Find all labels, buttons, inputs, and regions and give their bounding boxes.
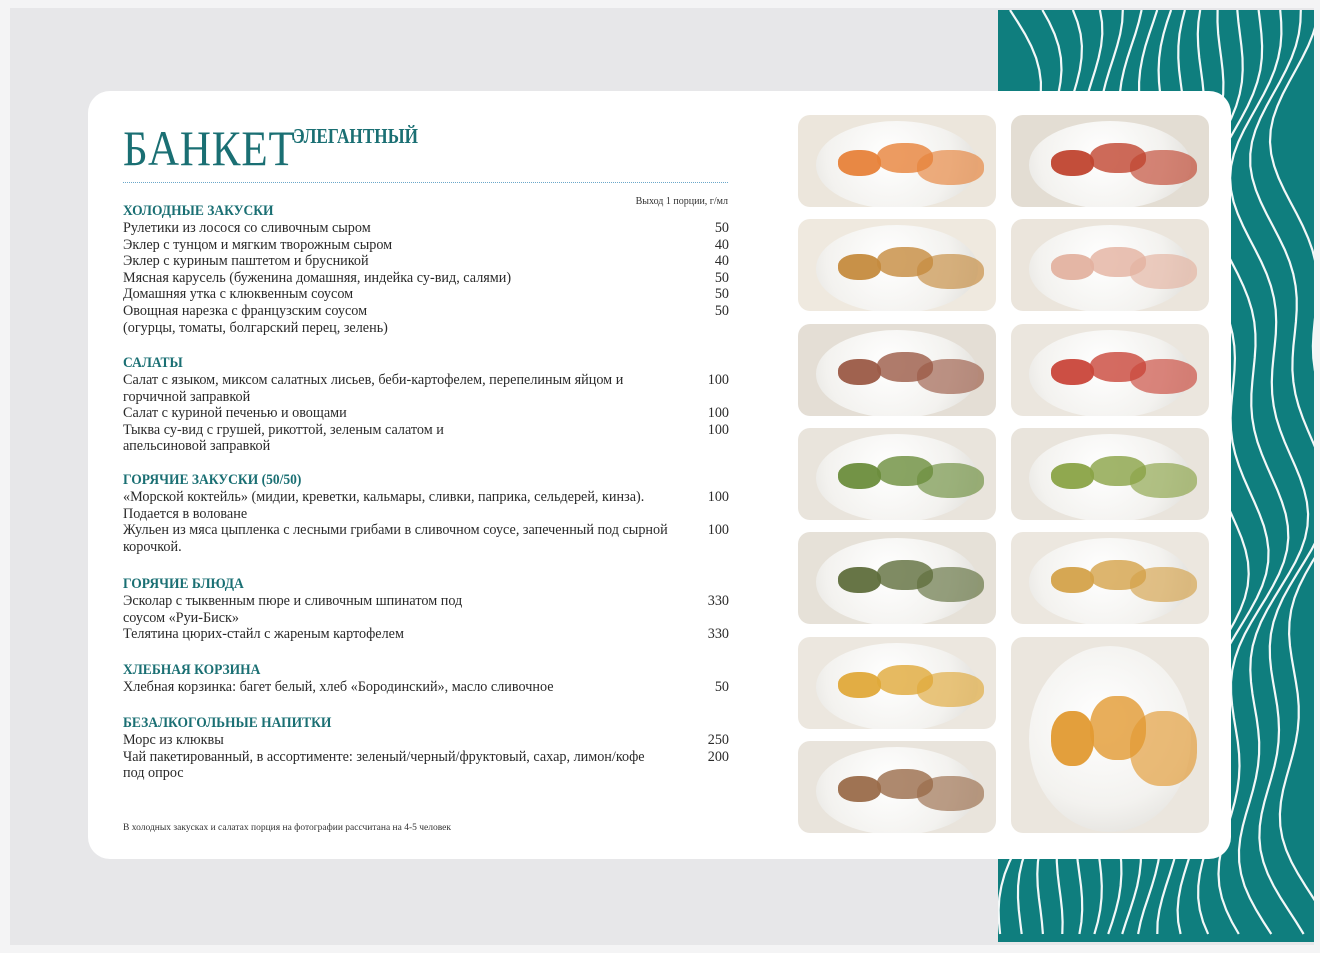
eclairs-red-photo	[1011, 115, 1209, 207]
menu-section-salads	[123, 355, 729, 455]
menu-item	[123, 253, 729, 270]
food-portion	[1130, 711, 1197, 785]
menu-section-cold-appetizers	[123, 203, 729, 336]
item-qty: 100	[707, 405, 729, 422]
item-qty: 100	[707, 522, 729, 539]
section-title: ГОРЯЧИЕ ЗАКУСКИ (50/50)	[123, 472, 302, 488]
menu-item	[123, 405, 729, 422]
food-portion	[1051, 463, 1095, 489]
item-qty: 200	[707, 748, 729, 765]
item-qty: 40	[714, 236, 729, 253]
julienne-photo	[798, 637, 996, 729]
escolar-photo	[1011, 637, 1209, 833]
food-portion	[838, 359, 882, 385]
menu-section-bread-basket	[123, 662, 729, 696]
food-portion	[1051, 359, 1095, 385]
wave-line	[1270, 10, 1314, 934]
section-title: ХОЛОДНЫЕ ЗАКУСКИ	[123, 203, 274, 219]
pumpkin-salad-photo	[1011, 428, 1209, 520]
menu-item	[123, 732, 729, 749]
menu-section-hot-appetizers	[123, 472, 729, 555]
eclairs-tuna-photo	[798, 219, 996, 311]
item-name: Чай пакетированный, в ассортименте: зеленый/черный/фруктовый, сахар, лимон/кофе под опрос	[123, 748, 645, 782]
page-subtitle: ЭЛЕГАНТНЫЙ	[293, 124, 419, 148]
food-portion	[917, 254, 984, 289]
item-qty: 50	[714, 269, 729, 286]
section-title: ГОРЯЧИЕ БЛЮДА	[123, 576, 244, 592]
item-qty: 50	[714, 302, 729, 319]
food-portion	[917, 463, 984, 498]
item-qty: 100	[707, 372, 729, 388]
food-portion	[838, 672, 882, 698]
tongue-salad-photo	[798, 428, 996, 520]
page-title: БАНКЕТ	[123, 120, 296, 176]
item-qty: 100	[707, 489, 729, 505]
item-name: Тыква су-вид с грушей, рикоттой, зеленым салатом и апельсиновой заправкой	[123, 421, 444, 455]
item-name: Морс из клюквы	[123, 732, 224, 748]
menu-section-soft-drinks	[123, 715, 729, 782]
food-portion	[1130, 254, 1197, 289]
section-title: САЛАТЫ	[123, 355, 183, 371]
vegetable-plate-photo	[1011, 324, 1209, 416]
item-name: «Морской коктейль» (мидии, креветки, кальмары, сливки, паприка, сельдерей, кинза). Подается в воловане	[123, 489, 645, 522]
menu-item	[123, 237, 729, 254]
menu-item	[123, 679, 729, 696]
menu-item	[123, 489, 729, 522]
veal-photo	[798, 741, 996, 833]
item-name: Овощная нарезка с французским соусом (огурцы, томаты, болгарский перец, зелень)	[123, 302, 388, 336]
item-qty: 330	[707, 593, 729, 609]
meat-carousel-photo	[1011, 219, 1209, 311]
item-qty: 330	[707, 626, 729, 643]
food-portion	[838, 567, 882, 593]
menu-item	[123, 220, 729, 237]
food-portion	[1130, 150, 1197, 185]
item-name: Хлебная корзинка: багет белый, хлеб «Бородинский», масло сливочное	[123, 679, 554, 695]
food-portion	[1130, 567, 1197, 602]
item-name: Эклер с тунцом и мягким творожным сыром	[123, 236, 393, 253]
menu-item	[123, 522, 729, 555]
item-name: Салат с куриной печенью и овощами	[123, 405, 347, 422]
menu-item	[123, 593, 729, 626]
liver-salad-photo	[798, 532, 996, 624]
food-portion	[838, 150, 882, 176]
item-qty: 50	[714, 286, 729, 303]
food-portion	[838, 776, 882, 802]
menu-item	[123, 626, 729, 643]
menu-item	[123, 286, 729, 303]
food-portion	[1130, 463, 1197, 498]
food-portion	[917, 359, 984, 394]
section-title: БЕЗАЛКОГОЛЬНЫЕ НАПИТКИ	[123, 715, 332, 731]
menu-section-main-dishes	[123, 576, 729, 643]
item-name: Домашняя утка с клюквенным соусом	[123, 286, 354, 303]
item-qty: 50	[714, 220, 729, 236]
food-portion	[838, 254, 882, 280]
menu-item	[123, 303, 729, 336]
food-portion	[1130, 359, 1197, 394]
item-qty: 40	[714, 253, 729, 270]
food-portion	[917, 776, 984, 811]
food-portion	[917, 150, 984, 185]
food-portion	[917, 567, 984, 602]
menu-item	[123, 422, 729, 455]
item-name: Телятина цюрих-стайл с жареным картофелем	[123, 626, 404, 643]
item-qty: 100	[707, 421, 729, 438]
footnote: В холодных закусках и салатах порция на фотографии рассчитана на 4-5 человек	[123, 823, 451, 833]
food-portion	[1051, 711, 1095, 766]
title-divider	[123, 182, 728, 183]
vol-au-vent-photo	[1011, 532, 1209, 624]
item-qty: 250	[707, 732, 729, 748]
duck-photo	[798, 324, 996, 416]
food-portion	[1051, 150, 1095, 176]
food-portion	[1051, 567, 1095, 593]
item-name: Мясная карусель (буженина домашняя, индейка су-вид, салями)	[123, 269, 512, 286]
item-qty: 50	[714, 679, 729, 695]
item-name: Рулетики из лосося со сливочным сыром	[123, 220, 371, 236]
item-name: Салат с языком, миксом салатных лисьев, беби-картофелем, перепелиным яйцом и горчичной заправкой	[123, 372, 624, 405]
menu-item	[123, 270, 729, 287]
menu-item	[123, 372, 729, 405]
section-title: ХЛЕБНАЯ КОРЗИНА	[123, 662, 261, 678]
yield-note: Выход 1 порции, г/мл	[635, 196, 728, 207]
food-portion	[1051, 254, 1095, 280]
menu-item	[123, 749, 729, 782]
item-name: Эклер с куриным паштетом и брусникой	[123, 253, 369, 270]
item-name: Жульен из мяса цыпленка с лесными грибами в сливочном соусе, запеченный под сырной корочкой.	[123, 522, 668, 555]
item-name: Эсколар с тыквенным пюре и сливочным шпинатом под соусом «Руи-Биск»	[123, 593, 463, 626]
food-portion	[917, 672, 984, 707]
salmon-rolls-photo	[798, 115, 996, 207]
food-portion	[838, 463, 882, 489]
